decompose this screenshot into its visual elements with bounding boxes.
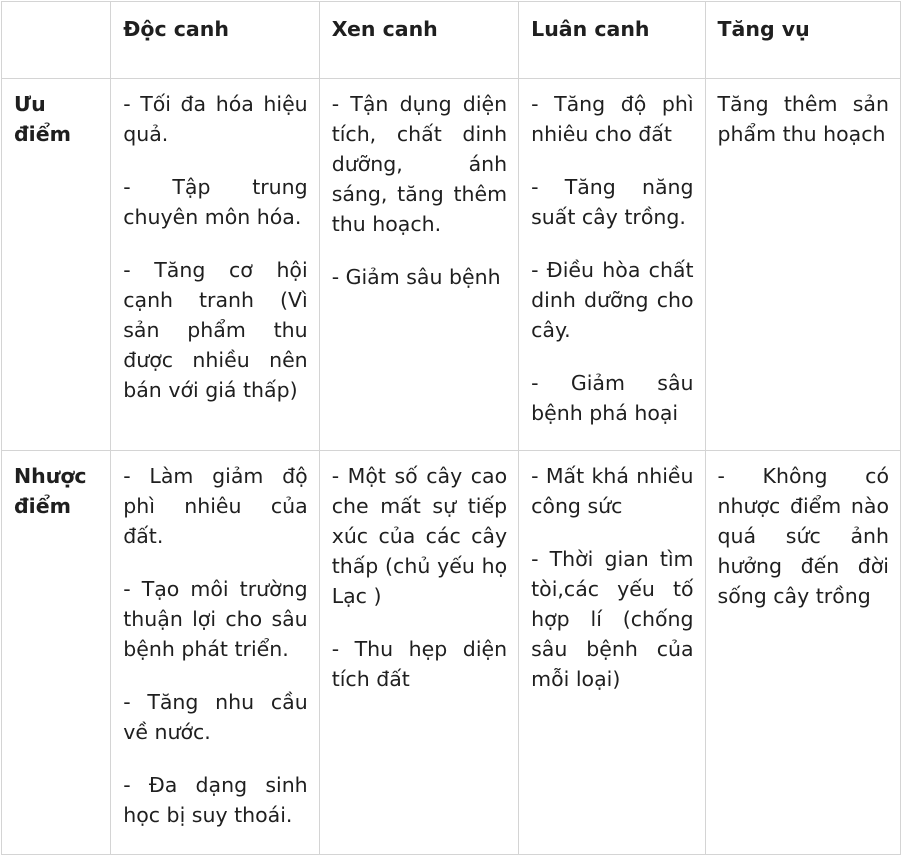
cell-text: - Tăng cơ hội cạnh tranh (Vì sản phẩm thu được nhiều nên bán với giá thấp) [123,258,308,402]
cell-text: - Tận dụng diện tích, chất dinh dưỡng, ánh sáng, tăng thêm thu hoạch. [331,92,508,236]
advantages-row [2,79,901,451]
header-luan-canh: Luân canh [519,2,705,79]
cell-disadvantages-xen-canh [319,451,518,855]
cell-text: - Tăng năng suất cây trồng. [531,175,694,229]
corner-cell [2,2,111,79]
cell-disadvantages-tang-vu [705,451,900,855]
cell-text: - Tập trung chuyên môn hóa. [123,175,308,229]
cell-text: - Thu hẹp diện tích đất [331,637,508,691]
cell-text: - Một số cây cao che mất sự tiếp xúc của các cây thấp (chủ yếu họ Lạc ) [331,464,508,608]
cell-text: - Không có nhược điểm nào quá sức ảnh hưởng đến đời sống cây trồng [717,464,889,608]
header-row [2,2,901,79]
cell-text: - Thời gian tìm tòi,các yếu tố hợp lí (chống sâu bệnh của mỗi loại) [531,547,694,691]
header-tang-vu: Tăng vụ [705,2,900,79]
cell-advantages-tang-vu [705,79,900,451]
cell-text: - Tạo môi trường thuận lợi cho sâu bệnh phát triển. [123,577,308,661]
cell-text: - Đa dạng sinh học bị suy thoái. [123,773,308,827]
cell-text: - Giảm sâu bệnh phá hoại [531,371,694,425]
cell-text: - Mất khá nhiều công sức [531,464,694,518]
cell-advantages-xen-canh [319,79,518,451]
cell-text: - Tối đa hóa hiệu quả. [123,92,308,146]
cell-disadvantages-luan-canh [519,451,705,855]
cell-advantages-luan-canh [519,79,705,451]
row-label-disadvantages: Nhược điểm [2,451,111,855]
cell-text: Tăng thêm sản phẩm thu hoạch [717,92,889,146]
header-xen-canh: Xen canh [319,2,518,79]
cell-advantages-doc-canh [111,79,319,451]
cell-text: - Tăng nhu cầu về nước. [123,690,308,744]
comparison-table [1,1,901,855]
cell-text: - Điều hòa chất dinh dưỡng cho cây. [531,258,694,342]
row-label-advantages: Ưu điểm [2,79,111,451]
cell-text: - Tăng độ phì nhiêu cho đất [531,92,694,146]
header-doc-canh: Độc canh [111,2,319,79]
disadvantages-row [2,451,901,855]
cell-text: - Giảm sâu bệnh [331,265,501,289]
cell-disadvantages-doc-canh [111,451,319,855]
cell-text: - Làm giảm độ phì nhiêu của đất. [123,464,308,548]
